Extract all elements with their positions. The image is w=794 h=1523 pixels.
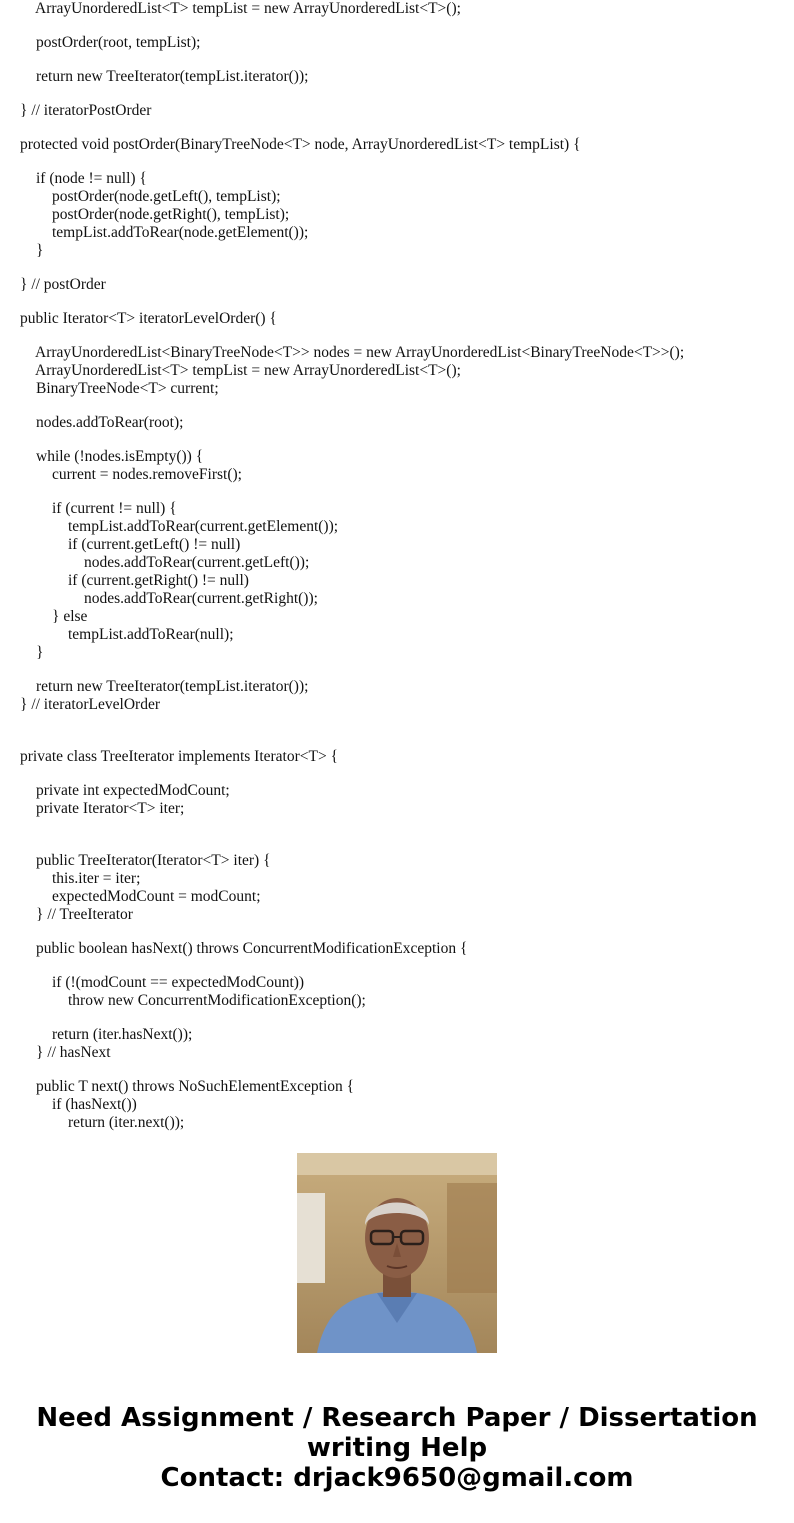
code-line: if (current.getLeft() != null) [68, 536, 241, 553]
code-line: return new TreeIterator(tempList.iterator()); [36, 678, 309, 695]
code-line: if (!(modCount == expectedModCount)) [52, 974, 305, 991]
promo-line-2: writing Help [306, 1433, 488, 1463]
code-line: } [36, 242, 44, 259]
code-line: return (iter.next()); [68, 1114, 185, 1131]
code-line: return new TreeIterator(tempList.iterator()); [36, 68, 309, 85]
code-line: public Iterator<T> iteratorLevelOrder() { [20, 310, 277, 327]
code-line: private int expectedModCount; [36, 782, 230, 799]
code-line: this.iter = iter; [52, 870, 141, 887]
code-line: nodes.addToRear(current.getRight()); [84, 590, 318, 607]
code-line: tempList.addToRear(node.getElement()); [52, 224, 309, 241]
code-line: BinaryTreeNode<T> current; [36, 380, 219, 397]
code-line: } // iteratorLevelOrder [20, 696, 160, 713]
code-line: if (current.getRight() != null) [68, 572, 249, 589]
code-line: postOrder(root, tempList); [36, 34, 201, 51]
author-avatar [297, 1153, 497, 1353]
code-line: if (node != null) { [36, 170, 147, 187]
code-line: public T next() throws NoSuchElementException { [36, 1078, 355, 1095]
code-line: expectedModCount = modCount; [52, 888, 261, 905]
code-line: postOrder(node.getLeft(), tempList); [52, 188, 281, 205]
promo-line-1: Need Assignment / Research Paper / Dissertation [36, 1403, 758, 1433]
code-line: tempList.addToRear(null); [68, 626, 234, 643]
code-line: public TreeIterator(Iterator<T> iter) { [36, 852, 271, 869]
code-line: } // iteratorPostOrder [20, 102, 152, 119]
code-line: } [36, 644, 44, 661]
code-line: if (hasNext()) [52, 1096, 137, 1113]
code-line: nodes.addToRear(current.getLeft()); [84, 554, 310, 571]
code-line: while (!nodes.isEmpty()) { [36, 448, 204, 465]
code-line: nodes.addToRear(root); [36, 414, 184, 431]
code-line: if (current != null) { [52, 500, 177, 517]
code-line: current = nodes.removeFirst(); [52, 466, 242, 483]
code-line: } // TreeIterator [36, 906, 133, 923]
code-line: private class TreeIterator implements Iterator<T> { [20, 748, 339, 765]
code-line: return (iter.hasNext()); [52, 1026, 193, 1043]
author-portrait-icon [297, 1153, 497, 1353]
code-line: } // hasNext [36, 1044, 111, 1061]
promo-contact: Contact: drjack9650@gmail.com [160, 1463, 634, 1493]
code-line: } else [52, 608, 88, 625]
code-line: private Iterator<T> iter; [36, 800, 185, 817]
code-line: throw new ConcurrentModificationException(); [68, 992, 366, 1009]
code-line: postOrder(node.getRight(), tempList); [52, 206, 290, 223]
code-line: ArrayUnorderedList<T> tempList = new ArrayUnorderedList<T>(); [35, 362, 461, 379]
code-line: protected void postOrder(BinaryTreeNode<T> node, ArrayUnorderedList<T> tempList) { [20, 136, 581, 153]
code-line: ArrayUnorderedList<BinaryTreeNode<T>> nodes = new ArrayUnorderedList<BinaryTreeNode<T>>(); [35, 344, 685, 361]
code-line: tempList.addToRear(current.getElement()); [68, 518, 339, 535]
code-line: public boolean hasNext() throws ConcurrentModificationException { [36, 940, 468, 957]
code-line: ArrayUnorderedList<T> tempList = new ArrayUnorderedList<T>(); [35, 0, 461, 17]
code-line: } // postOrder [20, 276, 106, 293]
